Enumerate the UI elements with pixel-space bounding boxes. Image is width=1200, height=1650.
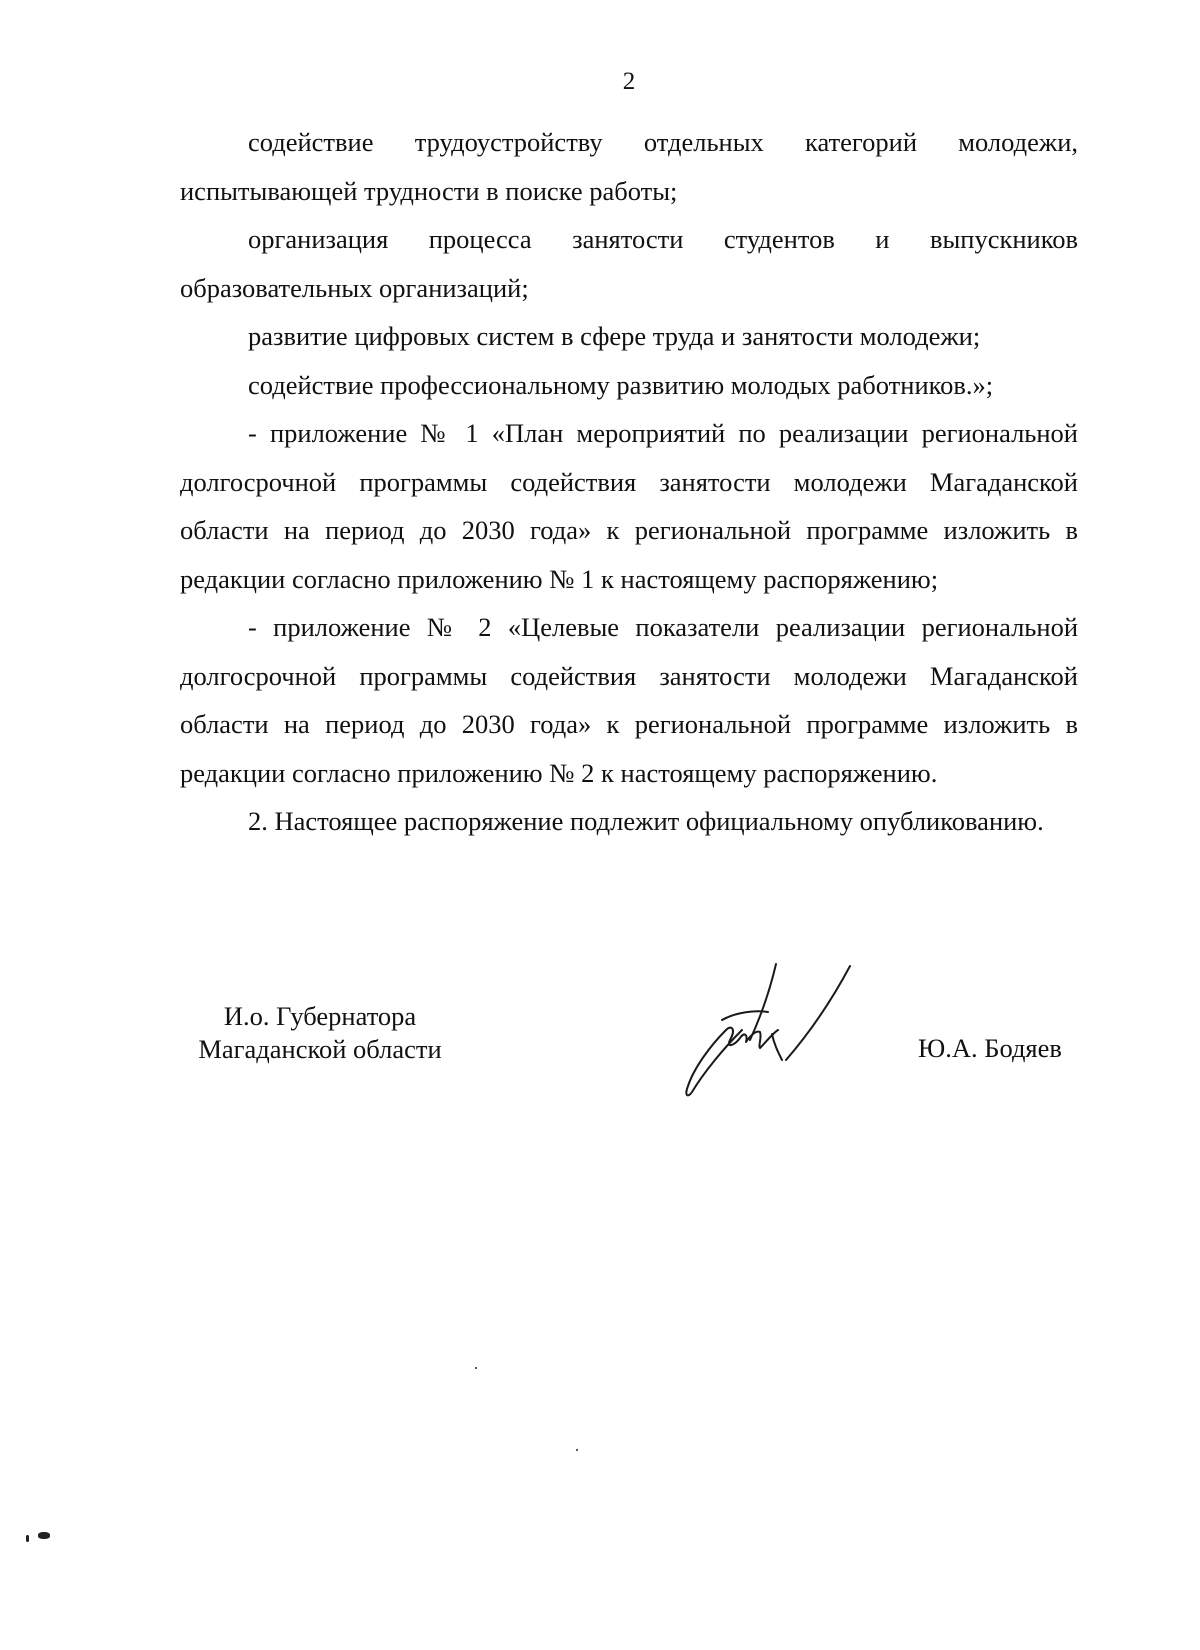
scan-speck (38, 1532, 50, 1539)
document-body (180, 118, 1078, 846)
scan-speck (26, 1535, 29, 1542)
paragraph-appendix-1: - приложение № 1 «План мероприятий по реализации региональной долгосрочной программы содействия занятости молодежи Магаданской области на период до 2030 года» к региональной программе изложить в редакции согласно приложению № 1 к настоящему распоряжению; (180, 418, 1078, 594)
signatory-position-line2: Магаданской области (198, 1034, 442, 1064)
paragraph-employment-assistance: содействие трудоустройству отдельных категорий молодежи, испытывающей трудности в поиске работы; (180, 127, 1078, 206)
signatory-position-line1: И.о. Губернатора (223, 1001, 417, 1031)
paragraph-appendix-2: - приложение № 2 «Целевые показатели реализации региональной долгосрочной программы содействия занятости молодежи Магаданской области на период до 2030 года» к региональной программе изложить в редакции согласно приложению № 2 к настоящему распоряжению. (180, 612, 1078, 788)
paragraph-digital-systems: развитие цифровых систем в сфере труда и занятости молодежи; (248, 321, 981, 351)
signature-icon (664, 960, 852, 1100)
paragraph-publication: 2. Настоящее распоряжение подлежит официальному опубликованию. (248, 806, 1044, 836)
scan-speck (475, 1367, 477, 1369)
paragraph-student-employment: организация процесса занятости студентов и выпускников образовательных организаций; (180, 224, 1078, 303)
paragraph-professional-development: содействие профессиональному развитию молодых работников.»; (248, 369, 994, 400)
page-number: 2 (622, 68, 636, 95)
signatory-name: Ю.А. Бодяев (918, 1033, 1062, 1063)
signatory-position (180, 1000, 460, 1066)
scan-speck (576, 1449, 578, 1451)
